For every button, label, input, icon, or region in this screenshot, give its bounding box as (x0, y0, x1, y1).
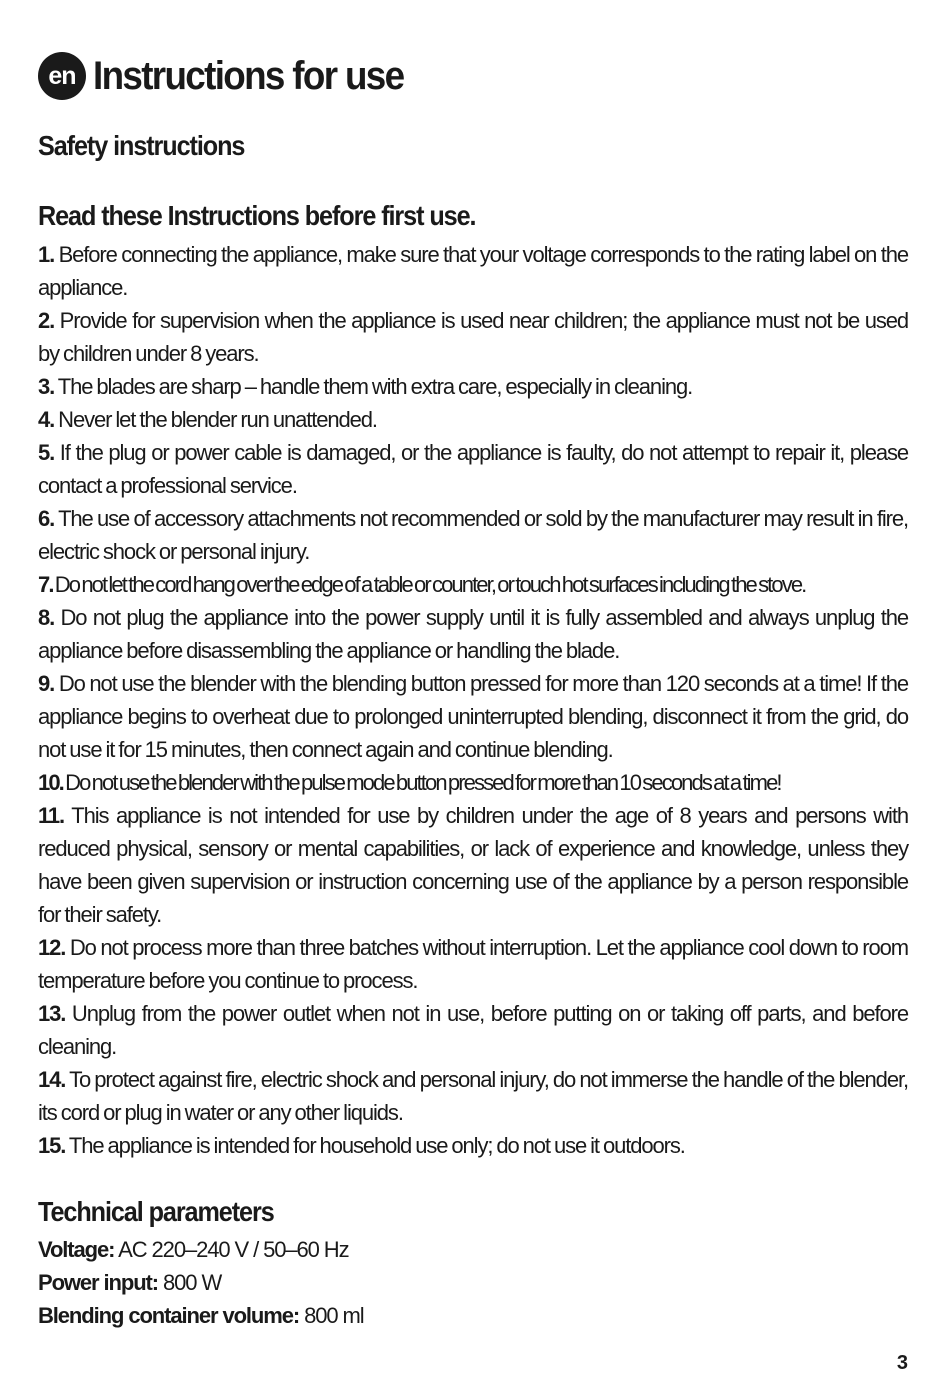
instruction-text: Before connecting the appliance, make sure that your voltage corresponds to the rating label on the appliance. (38, 242, 908, 300)
instruction-number: 11. (38, 803, 65, 828)
instruction-item (38, 766, 908, 799)
page-title: Instructions for use (93, 53, 404, 98)
instruction-item (38, 997, 908, 1063)
safety-heading: Safety instructions (38, 130, 245, 161)
instruction-number: 15. (38, 1133, 66, 1158)
instruction-number: 9. (38, 671, 55, 696)
instruction-text: Do not use the blender with the pulse mode button pressed for more than 10 seconds at a time! (65, 770, 781, 795)
instruction-number: 10. (38, 770, 63, 795)
param-value: AC 220–240 V / 50–60 Hz (118, 1237, 349, 1262)
instruction-number: 7. (38, 572, 53, 597)
instruction-text: Provide for supervision when the appliance is used near children; the appliance must not be used by children under 8 years. (38, 308, 909, 366)
instruction-text: Never let the blender run unattended. (58, 407, 377, 432)
language-badge: en (38, 52, 86, 100)
instruction-text: The blades are sharp – handle them with extra care, especially in cleaning. (57, 374, 693, 399)
instruction-number: 8. (38, 605, 55, 630)
instruction-item (38, 568, 908, 601)
technical-params (38, 1233, 364, 1332)
instruction-item (38, 436, 908, 502)
instruction-number: 13. (38, 1001, 66, 1026)
param-value: 800 W (163, 1270, 222, 1295)
param-power-input (38, 1266, 364, 1299)
page-number: 3 (896, 1352, 908, 1374)
instruction-text: Unplug from the power outlet when not in use, before putting on or taking off parts, and before cleaning. (38, 1001, 908, 1059)
instruction-item (38, 799, 908, 931)
param-voltage (38, 1233, 364, 1266)
instruction-item (38, 931, 908, 997)
instruction-number: 14. (38, 1067, 66, 1092)
instruction-item (38, 502, 908, 568)
param-value: 800 ml (304, 1303, 364, 1328)
instruction-text: The use of accessory attachments not recommended or sold by the manufacturer may result in fire, electric shock or personal injury. (38, 506, 908, 564)
instruction-text: If the plug or power cable is damaged, or the appliance is faulty, do not attempt to repair it, please contact a professional service. (38, 440, 909, 498)
instruction-number: 6. (38, 506, 55, 531)
instruction-item (38, 370, 908, 403)
instructions-list (38, 238, 908, 1162)
instruction-item (38, 667, 908, 766)
instruction-number: 12. (38, 935, 66, 960)
instruction-number: 1. (38, 242, 55, 267)
instruction-item (38, 403, 908, 436)
param-label: Power input: (38, 1270, 159, 1295)
instruction-text: Do not use the blender with the blending button pressed for more than 120 seconds at a time! If the appliance begins to overheat due to prolonged uninterrupted blending, disconnect it from the grid, do not use it for 15 minutes, then connect again and continue blending. (38, 671, 908, 762)
instruction-text: Do not process more than three batches without interruption. Let the appliance cool down to room temperature before you continue to process. (38, 935, 909, 993)
instruction-number: 4. (38, 407, 55, 432)
instruction-item (38, 238, 908, 304)
param-container-volume (38, 1299, 364, 1332)
instruction-text: The appliance is intended for household use only; do not use it outdoors. (68, 1133, 685, 1158)
instruction-number: 5. (38, 440, 55, 465)
instruction-item (38, 1129, 908, 1162)
instruction-text: This appliance is not intended for use by children under the age of 8 years and persons with reduced physical, sensory or mental capabilities, or lack of experience and knowledge, unless they have been given supervision or instruction concerning use of the appliance by a person responsible for their safety. (38, 803, 908, 927)
instruction-number: 3. (38, 374, 55, 399)
instruction-text: Do not let the cord hang over the edge of a table or counter, or touch hot surfaces including the stove. (54, 572, 806, 597)
instruction-item (38, 1063, 908, 1129)
title-row (38, 52, 430, 100)
param-label: Voltage: (38, 1237, 115, 1262)
instruction-text: Do not plug the appliance into the power supply until it is fully assembled and always unplug the appliance before disassembling the appliance or handling the blade. (38, 605, 908, 663)
instruction-number: 2. (38, 308, 55, 333)
technical-heading: Technical parameters (38, 1196, 274, 1227)
instruction-item (38, 601, 908, 667)
read-heading: Read these Instructions before first use. (38, 200, 476, 231)
instruction-text: To protect against fire, electric shock and personal injury, do not immerse the handle of the blender, its cord or plug in water or any other liquids. (38, 1067, 908, 1125)
instruction-item (38, 304, 908, 370)
param-label: Blending container volume: (38, 1303, 300, 1328)
